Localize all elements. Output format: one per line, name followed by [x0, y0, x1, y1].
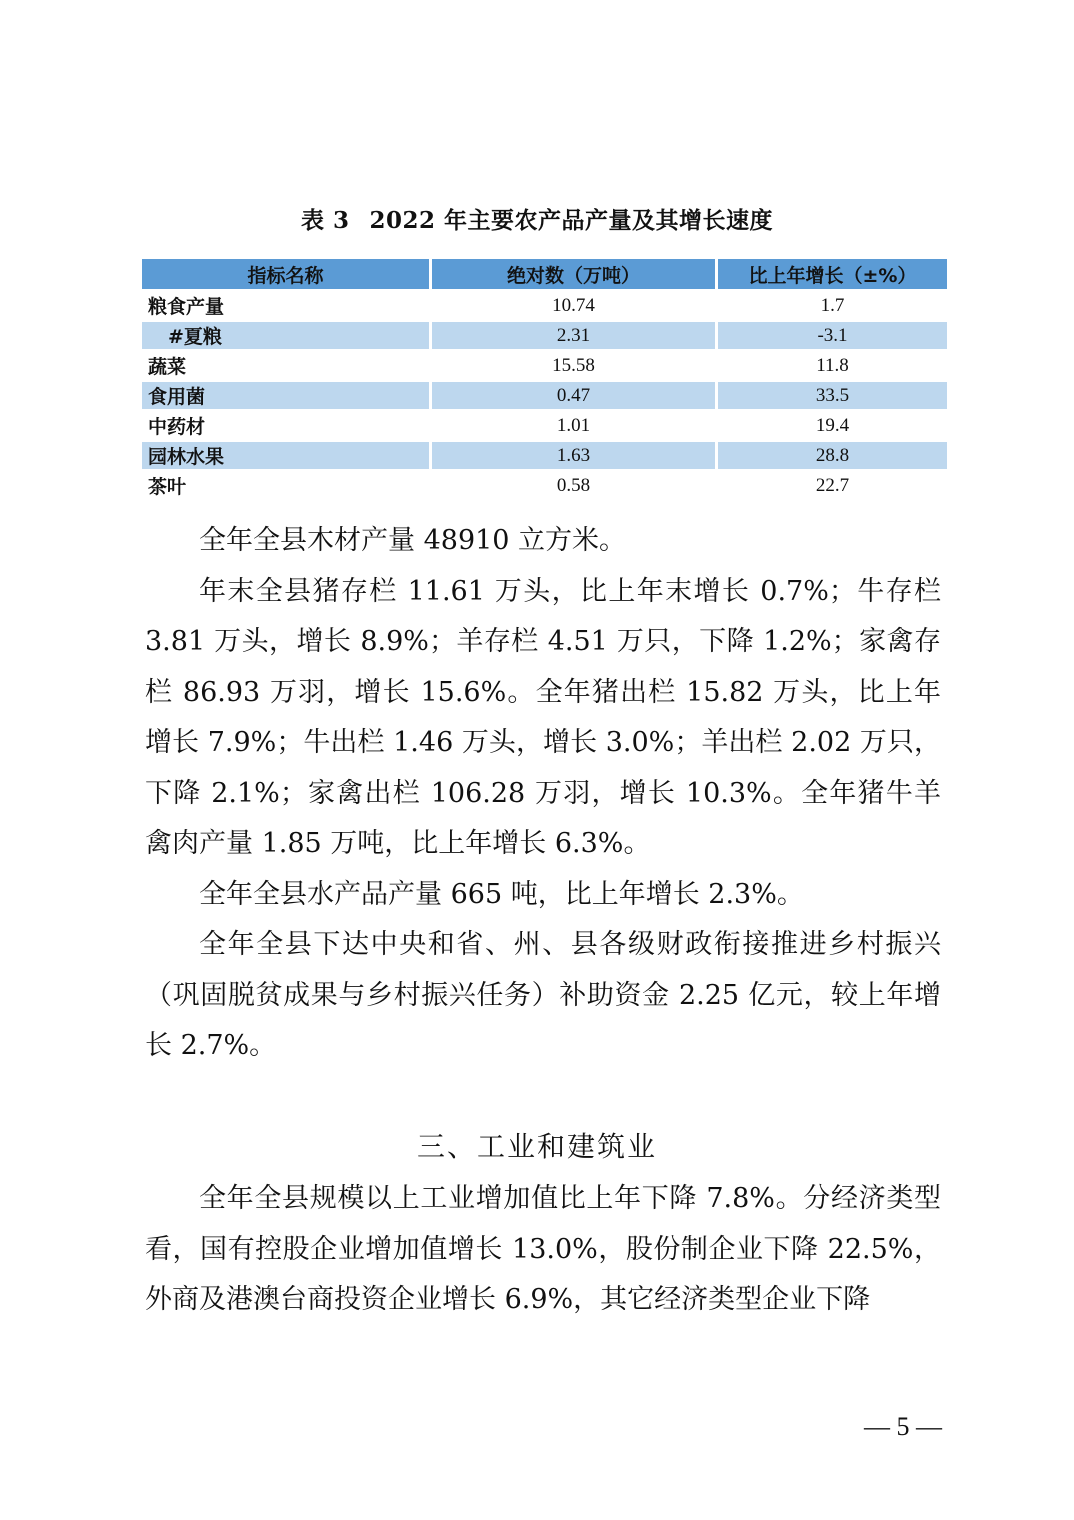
table-row: [142, 322, 947, 349]
table-row: [142, 412, 947, 439]
header-absolute-value: 绝对数（万吨）: [432, 259, 715, 289]
row-name: 园林水果: [142, 442, 429, 469]
table-caption: [0, 202, 1074, 235]
table-caption-title: 2022 年主要农产品产量及其增长速度: [369, 207, 774, 234]
agri-products-table: [139, 256, 950, 502]
row-growth: 33.5: [718, 382, 947, 409]
section-heading: 三、工业和建筑业: [416, 1130, 657, 1163]
paragraph-aquatic: 全年全县水产品产量 665 吨，比上年增长 2.3%。: [199, 878, 804, 910]
table-row: [142, 472, 947, 499]
table-row: [142, 352, 947, 379]
row-name: 食用菌: [142, 382, 429, 409]
paragraph-timber: 全年全县木材产量 48910 立方米。: [199, 525, 627, 556]
paragraph-industry: 全年全县规模以上工业增加值比上年下降 7.8%。分经济类型看，国有控股企业增加值增长 13.0%，股份制企业下降 22.5%，外商及港澳台商投资企业增长 6.9%，其它经济类型企业下降: [145, 1183, 941, 1315]
row-value: 10.74: [552, 294, 595, 316]
table-row: [142, 442, 947, 469]
row-growth: 11.8: [816, 354, 849, 376]
row-value: 1.01: [556, 414, 591, 436]
row-name: 中药材: [148, 416, 206, 438]
header-indicator-name: 指标名称: [142, 259, 429, 289]
row-value: 1.63: [432, 442, 715, 469]
row-name: 蔬菜: [148, 356, 187, 378]
row-value: 15.58: [552, 354, 595, 376]
row-growth: -3.1: [718, 322, 947, 349]
header-growth-rate: 比上年增长（±%）: [718, 259, 947, 289]
body-text: [145, 516, 941, 1072]
table-header-row: [142, 259, 947, 289]
row-name: #夏粮: [142, 322, 429, 349]
page-number: — 5 —: [864, 1412, 942, 1441]
table-caption-label: 表 3: [300, 207, 350, 234]
table-row: [142, 292, 947, 319]
paragraph-rural-funds: 全年全县下达中央和省、州、县各级财政衔接推进乡村振兴（巩固脱贫成果与乡村振兴任务）补助资金 2.25 亿元，较上年增长 2.7%。: [145, 929, 941, 1061]
row-value: 0.47: [432, 382, 715, 409]
table-row: [142, 382, 947, 409]
row-name: 粮食产量: [148, 296, 225, 318]
row-growth: 28.8: [718, 442, 947, 469]
section-body-text: [145, 1174, 941, 1326]
row-growth: 1.7: [820, 294, 845, 316]
row-growth: 22.7: [815, 474, 850, 496]
row-growth: 19.4: [815, 414, 850, 436]
row-value: 0.58: [556, 474, 591, 496]
row-name: 茶叶: [148, 476, 187, 498]
row-value: 2.31: [432, 322, 715, 349]
paragraph-livestock: 年末全县猪存栏 11.61 万头，比上年末增长 0.7%；牛存栏 3.81 万头，增长 8.9%；羊存栏 4.51 万只，下降 1.2%；家禽存栏 86.93 万羽，增长 15.6%。全年猪出栏 15.82 万头，比上年增长 7.9%；牛出栏 1.46 万头，增长 3.0%；羊出栏 2.02 万只，下降 2.1%；家禽出栏 106.28 万羽，增长 10.3%。全年猪牛羊禽肉产量 1.85 万吨，比上年增长 6.3%。: [145, 575, 941, 859]
